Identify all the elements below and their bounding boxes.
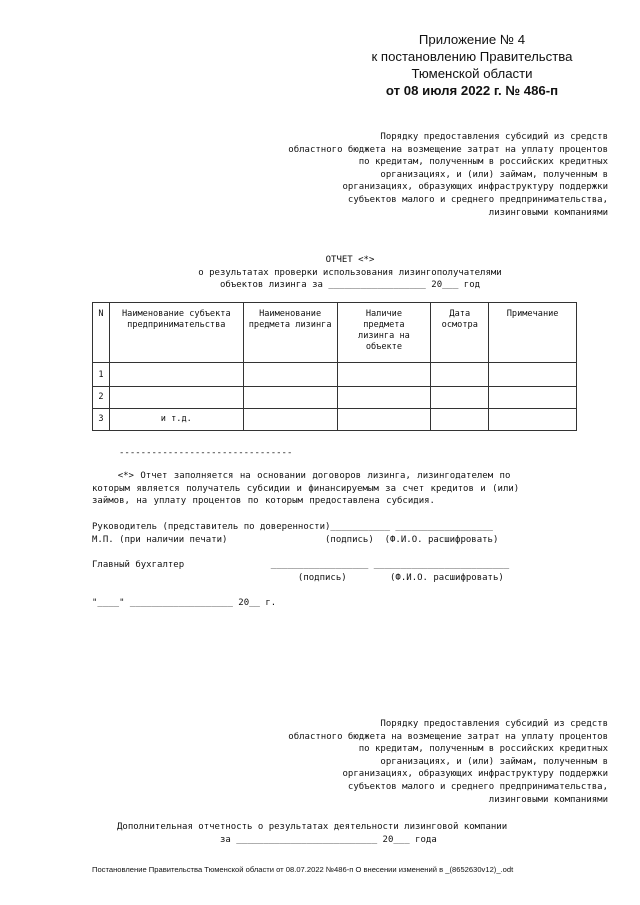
report-table bbox=[92, 302, 577, 431]
table-cell bbox=[489, 363, 577, 387]
signature-date: "____" ___________________ 20__ г. bbox=[92, 598, 277, 608]
table-cell bbox=[109, 363, 243, 387]
procedure-line: лизинговыми компаниями bbox=[488, 207, 608, 218]
appendix-decree: к постановлению Правительства bbox=[371, 49, 573, 64]
appendix-header bbox=[352, 31, 592, 99]
procedure-line: лизинговыми компаниями bbox=[488, 794, 608, 805]
procedure-reference-2 bbox=[288, 718, 608, 806]
procedure-line: по кредитам, полученным в российских кредитных bbox=[358, 157, 608, 168]
procedure-line: субъектов малого и среднего предпринимательства, bbox=[347, 781, 608, 792]
procedure-line: областного бюджета на возмещение затрат на уплату процентов bbox=[288, 144, 608, 155]
col-header-subject: Наименование субъекта предпринимательства bbox=[109, 303, 243, 363]
table-row bbox=[93, 363, 577, 387]
table-cell bbox=[337, 409, 431, 431]
additional-report-period: за __________________________ 20___ года bbox=[220, 834, 437, 845]
procedure-line: организациях, и (или) займам, полученным в bbox=[380, 169, 608, 180]
col-header-item: Наименование предмета лизинга bbox=[243, 303, 337, 363]
table-row bbox=[93, 387, 577, 409]
procedure-line: по кредитам, полученным в российских кредитных bbox=[358, 744, 608, 755]
table-cell: и т.д. bbox=[109, 409, 243, 431]
row-number: 2 bbox=[93, 387, 110, 409]
table-cell bbox=[243, 387, 337, 409]
procedure-line: субъектов малого и среднего предпринимательства, bbox=[347, 194, 608, 205]
table-cell bbox=[337, 387, 431, 409]
appendix-number: Приложение № 4 bbox=[418, 32, 526, 47]
procedure-line: организациях, образующих инфраструктуру поддержки bbox=[342, 182, 608, 193]
table-cell bbox=[431, 409, 489, 431]
report-period: объектов лизинга за __________________ 20___ год bbox=[219, 280, 481, 291]
footnote-separator: -------------------------------- bbox=[119, 448, 293, 458]
report-title: ОТЧЕТ <*> bbox=[325, 255, 375, 265]
row-number: 3 bbox=[93, 409, 110, 431]
document-footer: Постановление Правительства Тюменской области от 08.07.2022 №486-п О внесении изменений в _(8652630v12)_.odt bbox=[92, 865, 514, 874]
procedure-line: областного бюджета на возмещение затрат на уплату процентов bbox=[288, 731, 608, 742]
col-header-note: Примечание bbox=[489, 303, 577, 363]
table-cell bbox=[337, 363, 431, 387]
table-cell bbox=[489, 409, 577, 431]
appendix-region: Тюменской области bbox=[411, 66, 533, 81]
procedure-line: организациях, и (или) займам, полученным в bbox=[380, 756, 608, 767]
report-title-block bbox=[0, 254, 640, 292]
footnote-text: <*> Отчет заполняется на основании договоров лизинга, лизингодателем по которым является получатель субсидии и финансируемым за счет кредитов и (или) займов, на уплату процентов по которым предоставлена субсидия. bbox=[92, 471, 520, 507]
signature-accountant: Главный бухгалтер __________________ _________________________ (подпись) (Ф.И.О. расшифровать) bbox=[92, 560, 510, 583]
col-header-presence: Наличие предмета лизинга на объекте bbox=[337, 303, 431, 363]
report-subtitle: о результатах проверки использования лизингополучателями bbox=[198, 267, 502, 278]
row-number: 1 bbox=[93, 363, 110, 387]
additional-report-title-block bbox=[117, 821, 507, 846]
appendix-date: от 08 июля 2022 г. № 486-п bbox=[385, 83, 559, 98]
table-row bbox=[93, 409, 577, 431]
table-cell bbox=[109, 387, 243, 409]
signature-head: Руководитель (представитель по доверенности)___________ __________________ М.П. (при наличии печати) (подпись) (Ф.И.О. расшифровать) bbox=[92, 522, 499, 545]
additional-report-title: Дополнительная отчетность о результатах деятельности лизинговой компании bbox=[117, 822, 508, 832]
procedure-reference bbox=[288, 131, 608, 219]
table-cell bbox=[489, 387, 577, 409]
table-cell bbox=[243, 363, 337, 387]
table-cell bbox=[243, 409, 337, 431]
table-cell bbox=[431, 387, 489, 409]
table-cell bbox=[431, 363, 489, 387]
col-header-date: Дата осмотра bbox=[431, 303, 489, 363]
procedure-line: организациях, образующих инфраструктуру поддержки bbox=[342, 769, 608, 780]
col-header-n: N bbox=[93, 303, 110, 363]
table-header-row bbox=[93, 303, 577, 363]
procedure-line: Порядку предоставления субсидий из средств bbox=[380, 719, 608, 729]
procedure-line: Порядку предоставления субсидий из средств bbox=[380, 132, 608, 142]
